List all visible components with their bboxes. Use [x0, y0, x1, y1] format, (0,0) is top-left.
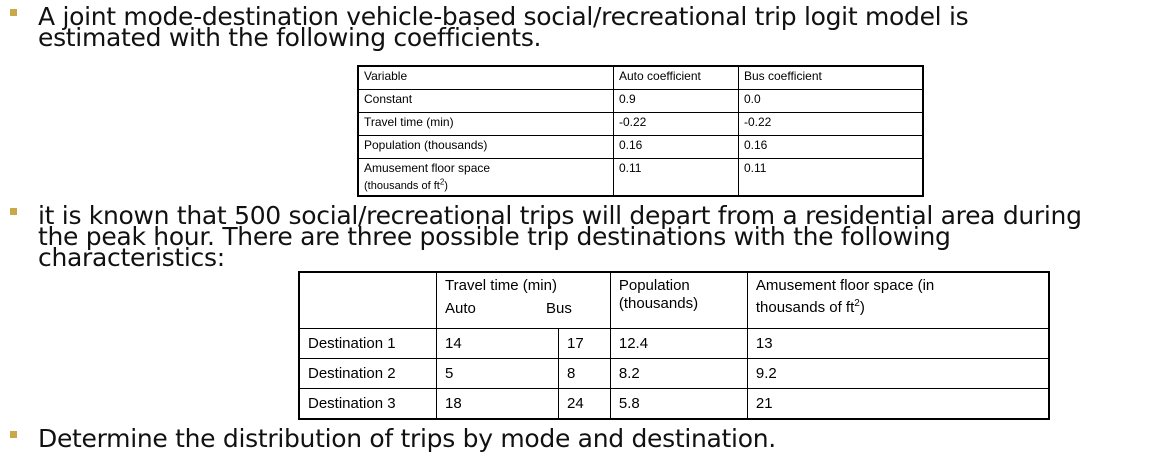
header-travel-time-label: Travel time (min)	[445, 277, 557, 294]
header-cell-population	[610, 272, 747, 329]
bullet-square-icon	[10, 208, 17, 215]
header-floor-line2-text: thousands of ft	[755, 299, 855, 316]
bullet-text-2: it is known that 500 social/recreational trips will depart from a residential area during the peak hour. There are three possible trip destinations with the following characteristics:	[38, 201, 1082, 272]
bullet-text-3: Determine the distribution of trips by mode and destination.	[38, 424, 776, 453]
header-cell-travel-time	[437, 272, 611, 329]
header-bus-label: Bus	[546, 300, 572, 317]
table-cell	[358, 159, 614, 196]
cell-subtext	[364, 177, 448, 192]
header-cell: Auto coefficient	[614, 66, 739, 90]
table-cell: 18	[437, 389, 559, 420]
header-cell-floor-space	[747, 272, 1049, 329]
table-cell: 8.2	[610, 359, 747, 389]
table-cell: 0.0	[739, 90, 924, 113]
table-cell: 13	[747, 329, 1049, 359]
table-cell: 8	[559, 359, 611, 389]
table-row	[358, 136, 923, 159]
coefficient-table	[357, 65, 924, 197]
header-population-line2: (thousands)	[618, 295, 699, 312]
table-cell: Constant	[358, 90, 614, 113]
table-row	[358, 159, 923, 196]
table-header-row	[358, 66, 923, 90]
table-cell: Destination 3	[299, 389, 437, 420]
table-cell: 21	[747, 389, 1049, 420]
header-floor-close: )	[859, 299, 865, 316]
table-cell: Population (thousands)	[358, 136, 614, 159]
table-cell: 0.9	[614, 90, 739, 113]
bullet-text-1: A joint mode-destination vehicle-based social/recreational trip logit model is estimated with the following coefficients.	[38, 2, 969, 52]
table-row	[299, 389, 1049, 420]
superscript: 2	[854, 298, 860, 309]
cell-subtext-main: (thousands of ft	[364, 179, 440, 192]
table-cell: -0.22	[739, 113, 924, 136]
table-row	[299, 359, 1049, 389]
table-row	[358, 90, 923, 113]
table-cell: 24	[559, 389, 611, 420]
bullet-item-1	[10, 2, 969, 52]
header-cell: Variable	[358, 66, 614, 90]
table-row	[299, 329, 1049, 359]
table-cell: Travel time (min)	[358, 113, 614, 136]
table-header-row	[299, 272, 1049, 329]
table-cell: 9.2	[747, 359, 1049, 389]
table-cell: -0.22	[614, 113, 739, 136]
destinations-table	[298, 271, 1050, 420]
header-floor-line2	[756, 295, 1040, 317]
header-cell-empty	[299, 272, 437, 329]
superscript: 2	[439, 177, 445, 186]
table-cell: Destination 2	[299, 359, 437, 389]
table-cell: Destination 1	[299, 329, 437, 359]
table-cell: 0.16	[739, 136, 924, 159]
cell-subtext-close: )	[444, 179, 448, 192]
table-cell: 5.8	[610, 389, 747, 420]
bullet-square-icon	[10, 9, 17, 16]
header-population-line1: Population	[618, 277, 690, 294]
table-cell: 5	[437, 359, 559, 389]
header-mode-labels	[445, 300, 602, 318]
table-row	[358, 113, 923, 136]
header-auto-label: Auto	[445, 300, 476, 317]
header-floor-line1: Amusement floor space (in	[755, 277, 935, 294]
table-cell: 0.11	[614, 159, 739, 196]
bullet-item-2	[10, 201, 1082, 272]
table-cell: 12.4	[610, 329, 747, 359]
header-cell: Bus coefficient	[739, 66, 924, 90]
cell-text: Amusement floor space	[364, 161, 491, 175]
bullet-item-3	[10, 424, 776, 453]
table-cell: 14	[437, 329, 559, 359]
table-cell: 0.16	[614, 136, 739, 159]
bullet-square-icon	[10, 431, 17, 438]
table-cell: 17	[559, 329, 611, 359]
table-cell: 0.11	[739, 159, 924, 196]
